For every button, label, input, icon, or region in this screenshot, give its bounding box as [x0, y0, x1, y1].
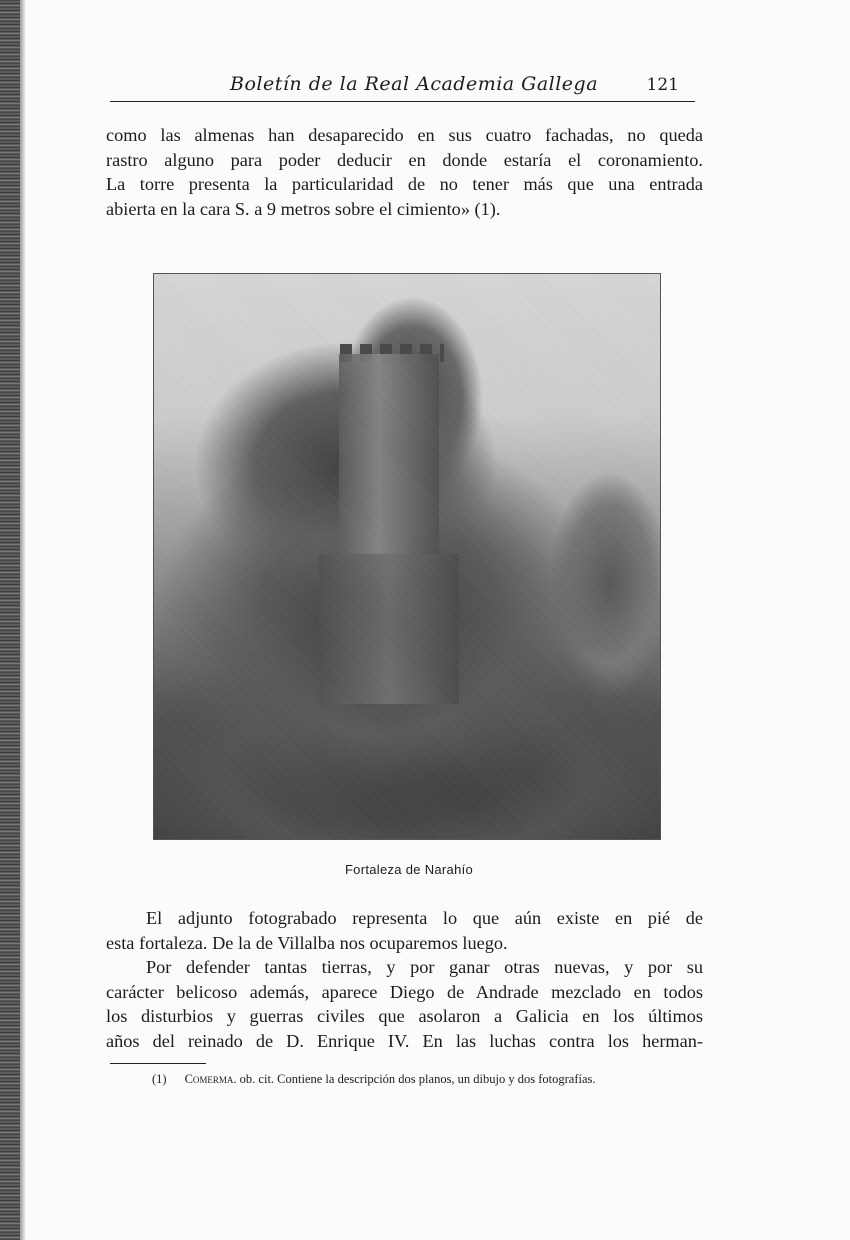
figure-caption	[0, 862, 850, 877]
text-line: abierta en la cara S. a 9 metros sobre el cimiento» (1).	[106, 198, 501, 219]
text-line: como las almenas han desaparecido en sus cuatro fachadas, no queda	[106, 125, 703, 145]
footnote	[152, 1072, 712, 1087]
text-line: esta fortaleza. De la de Villalba nos ocuparemos luego.	[106, 932, 508, 953]
footnote-author: Comerma	[184, 1072, 234, 1086]
header-rule	[110, 101, 695, 102]
journal-title: Boletín de la Real Academia Gallega	[230, 73, 599, 95]
text-line: años del reinado de D. Enrique IV. En las luchas contra los herman-	[106, 1030, 703, 1051]
page-number: 121	[646, 75, 679, 95]
text-line: Por defender tantas tierras, y por ganar otras nuevas, y por su	[146, 957, 703, 977]
tower-battlements	[340, 344, 444, 362]
paragraph-top	[106, 123, 703, 221]
caption-text: Fortaleza de Narahío	[344, 862, 474, 877]
book-spine	[0, 0, 20, 1240]
fortress-photograph	[153, 273, 661, 840]
text-line: El adjunto fotograbado representa lo que aún existe en pié de	[146, 908, 703, 928]
spine-shadow	[20, 0, 26, 1240]
paragraph-bottom	[106, 906, 703, 1053]
lower-wall	[319, 554, 459, 704]
text-line: rastro alguno para poder deducir en donde estaría el coronamiento.	[106, 149, 703, 170]
running-header	[110, 70, 695, 100]
footnote-rule	[110, 1063, 206, 1064]
text-line: carácter belicoso además, aparece Diego de Andrade mezclado en todos	[106, 981, 703, 1002]
text-line: La torre presenta la particularidad de no tener más que una entrada	[106, 174, 703, 194]
tower	[339, 354, 439, 554]
footnote-number: (1)	[152, 1072, 167, 1086]
footnote-text: . ob. cit. Contiene la descripción dos planos, un dibujo y dos fotografías.	[233, 1072, 596, 1086]
text-line: los disturbios y guerras civiles que asolaron a Galicia en los últimos	[106, 1006, 703, 1026]
